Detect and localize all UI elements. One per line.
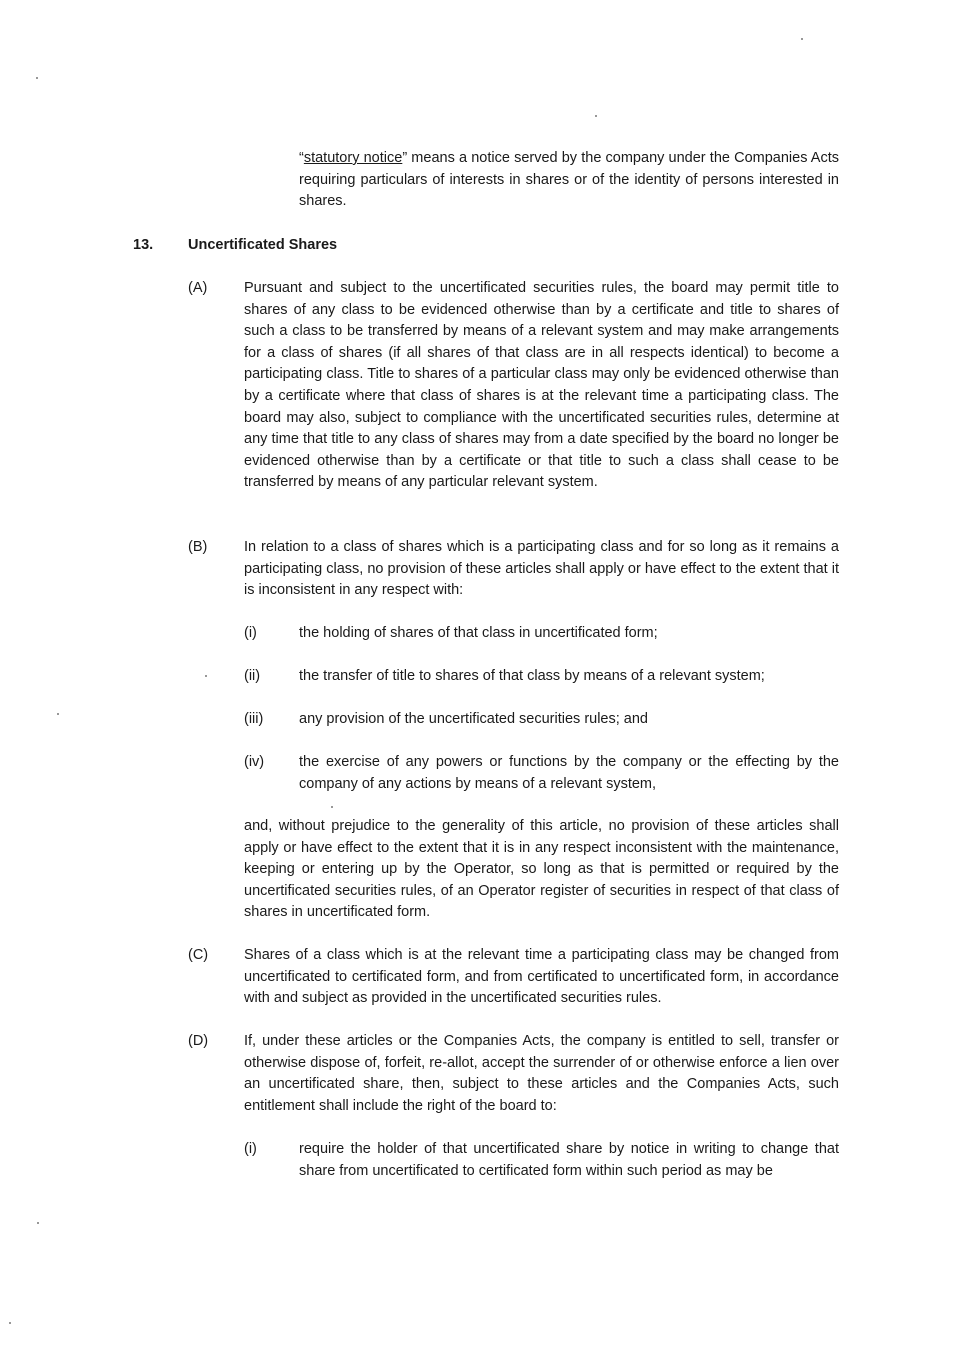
scan-speck bbox=[331, 806, 333, 808]
scan-speck bbox=[9, 1322, 11, 1324]
definition-text: ” means a notice served by the company under the Companies Acts requiring particulars of interests in shares or of the identity of persons interested in shares. bbox=[299, 150, 840, 210]
scan-speck bbox=[36, 77, 38, 79]
clause-b-item-label: (ii) bbox=[244, 668, 261, 684]
quote-open: “ bbox=[299, 150, 304, 166]
section-title: Uncertificated Shares bbox=[188, 237, 338, 253]
clause-c-label: (C) bbox=[188, 947, 209, 963]
clause-b-text: In relation to a class of shares which is a participating class and for so long as it remains a participating class, no provision of these articles shall apply or have effect to the extent that it is inconsistent in any respect with: bbox=[244, 539, 839, 599]
clause-d-item-text: require the holder of that uncertificated share by notice in writing to change that share from uncertificated to certificated form within such period as may be bbox=[299, 1141, 839, 1179]
clause-b-item-text: the exercise of any powers or functions by the company or the effecting by the company of any actions by means of a relevant system, bbox=[299, 754, 839, 792]
statutory-notice-definition bbox=[299, 148, 839, 213]
section-number: 13. bbox=[133, 237, 154, 253]
clause-d-label: (D) bbox=[188, 1033, 209, 1049]
clause-a-label: (A) bbox=[188, 280, 208, 296]
scan-speck bbox=[37, 1222, 39, 1224]
clause-b-label: (B) bbox=[188, 539, 208, 555]
scan-speck bbox=[205, 675, 207, 677]
defined-term: statutory notice bbox=[303, 150, 403, 166]
clause-b-tail-text: and, without prejudice to the generality of this article, no provision of these articles shall apply or have effect to the extent that it is in any respect inconsistent with the maintenance, keeping or entering up by the Operator, so long as that is permitted or required by the uncertificated securities rules, of an Operator register of securities in respect of that class of shares in uncertificated form. bbox=[244, 818, 839, 921]
clause-b-item-label: (iv) bbox=[244, 754, 265, 770]
clause-d-item-label: (i) bbox=[244, 1141, 257, 1157]
clause-c-text: Shares of a class which is at the relevant time a participating class may be changed from uncertificated to certificated form, and from certificated to uncertificated form, in accordance with and subject as provided in the uncertificated securities rules. bbox=[244, 947, 839, 1007]
clause-b-item-text: the transfer of title to shares of that class by means of a relevant system; bbox=[299, 668, 765, 684]
clause-a-text: Pursuant and subject to the uncertificated securities rules, the board may permit title to shares of any class to be evidenced otherwise than by a certificate and title to shares of such a class to be transferred by means of a relevant system and may make arrangements for a class of shares (if all shares of that class are in all respects identical) to become a participating class. Title to shares of a particular class may only be evidenced otherwise than by a certificate where that class of shares is at the relevant time a participating class. The board may also, subject to compliance with the uncertificated securities rules, determine at any time that title to any class of shares may from a date specified by the board no longer be evidenced otherwise than by a certificate or that title to such a class shall cease to be transferred by means of any particular relevant system. bbox=[244, 280, 839, 491]
scan-speck bbox=[595, 115, 597, 117]
clause-b-item-label: (i) bbox=[244, 625, 257, 641]
clause-b-item-text: the holding of shares of that class in uncertificated form; bbox=[299, 625, 658, 641]
clause-b-item-text: any provision of the uncertificated securities rules; and bbox=[299, 711, 648, 727]
scan-speck bbox=[801, 38, 803, 40]
clause-d-text: If, under these articles or the Companies Acts, the company is entitled to sell, transfer or otherwise dispose of, forfeit, re-allot, accept the surrender of or otherwise enforce a lien over an uncertificated share, then, subject to these articles and the Companies Acts, such entitlement shall include the right of the board to: bbox=[244, 1033, 839, 1114]
clause-b-item-label: (iii) bbox=[244, 711, 264, 727]
scan-speck bbox=[57, 713, 59, 715]
